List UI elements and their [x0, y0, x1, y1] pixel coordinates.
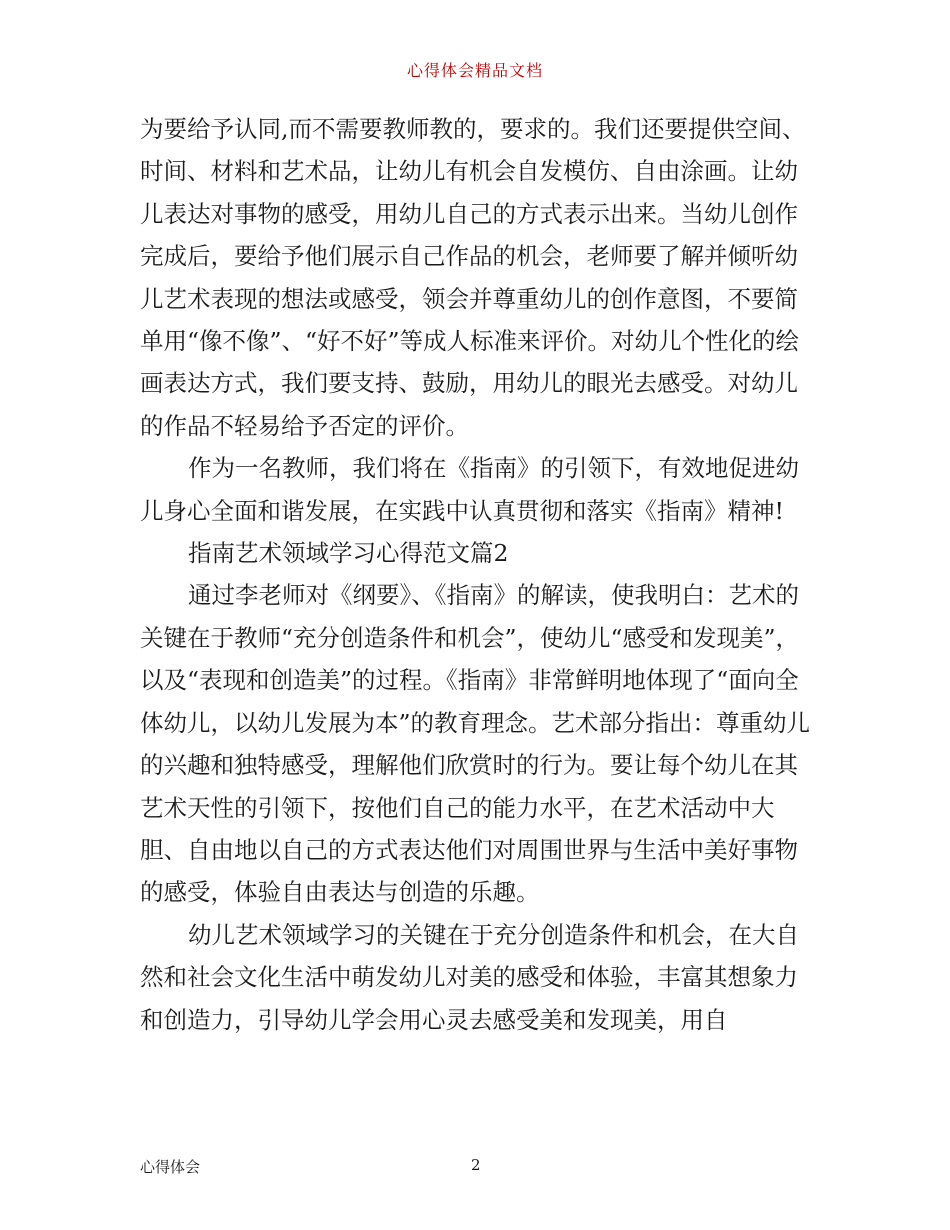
section-heading: 指南艺术领域学习心得范文篇2 [188, 539, 509, 568]
document-body [140, 108, 812, 1041]
page-header-title: 心得体会精品文档 [406, 61, 543, 80]
page-number: 2 [471, 1156, 481, 1174]
paragraph-conclusion: 作为一名教师，我们将在《指南》的引领下，有效地促进幼儿身心全面和谐发展，在实践中认真贯彻和落实《指南》精神! [140, 454, 799, 525]
paragraph-continued: 为要给予认同,而不需要教师教的，要求的。我们还要提供空间、时间、材料和艺术品，让幼儿有机会自发模仿、自由涂画。让幼儿表达对事物的感受，用幼儿自己的方式表示出来。当幼儿创作完成后，要给予他们展示自己作品的机会，老师要了解并倾听幼儿艺术表现的想法或感受，领会并尊重幼儿的创作意图，不要简单用“像不像”、“好不好”等成人标准来评价。对幼儿个性化的绘画表达方式，我们要支持、鼓励，用幼儿的眼光去感受。对幼儿的作品不轻易给予否定的评价。 [140, 115, 806, 440]
paragraph-body: 通过李老师对《纲要》、《指南》的解读，使我明白：艺术的关键在于教师“充分创造条件和机会”，使幼儿“感受和发现美”，以及“表现和创造美”的过程。《指南》非常鲜明地体现了“面向全体幼儿，以幼儿发展为本”的教育理念。艺术部分指出：尊重幼儿的兴趣和独特感受，理解他们欣赏时的行为。要让每个幼儿在其艺术天性的引领下，按他们自己的能力水平，在艺术活动中大胆、自由地以自己的方式表达他们对周围世界与生活中美好事物的感受，体验自由表达与创造的乐趣。 [140, 581, 811, 907]
footer-label: 心得体会 [140, 1158, 201, 1176]
paragraph-body: 幼儿艺术领域学习的关键在于充分创造条件和机会，在大自然和社会文化生活中萌发幼儿对美的感受和体验，丰富其想象力和创造力，引导幼儿学会用心灵去感受美和发现美，用自 [140, 920, 799, 1034]
